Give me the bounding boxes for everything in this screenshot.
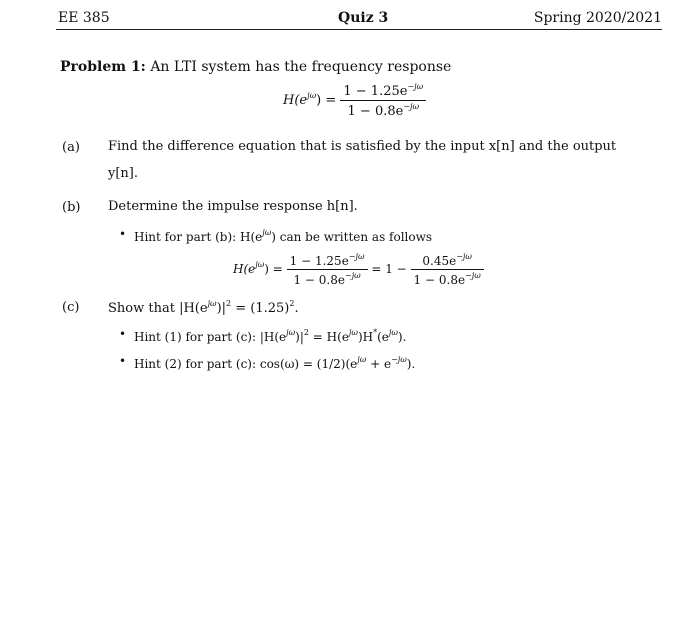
- hint-b-bullet: •: [119, 227, 127, 241]
- quiz-title: Quiz 3: [338, 10, 389, 26]
- hint1-bullet: •: [119, 327, 127, 341]
- problem-text: An LTI system has the frequency response: [150, 59, 452, 75]
- hint-b-text: Hint for part (b): $H(e^{j\omega})$ can be written as follows: [134, 228, 433, 244]
- part-b-label: (b): [62, 200, 81, 215]
- term-label: Spring 2020/2021: [533, 10, 662, 26]
- part-a-text-line1: Find the difference equation that is satisfied by the input x[n] and the output: [108, 139, 617, 154]
- part-c-text: Show that $|H(e^{j\omega})|^2 = (1.25)^2$.: [108, 299, 299, 316]
- hint2-text: Hint (2) for part (c): $\cos(\omega) = (1/2)(e^{j\omega} + e^{-j\omega})$.: [134, 355, 416, 371]
- part-a-label: (a): [62, 140, 80, 155]
- hint1-text: Hint (1) for part (c): $|H(e^{j\omega})|^2 = H(e^{j\omega})H^*(e^{j\omega})$.: [134, 328, 407, 344]
- page-header: [58, 8, 662, 30]
- part-b-text: Determine the impulse response h[n].: [108, 199, 358, 214]
- header-rule: [56, 29, 662, 30]
- hint-b-equation: $H(e^{j\omega})$ = $\frac{1 - 1.25e^{-j\omega}}{1 - 0.8e^{-j\omega}}$ = 1 − $\frac{0.45e^{-j\omega}}{1 - 0.8e^{-j\omega}}$: [233, 252, 484, 287]
- part-a-text-line2: y[n].: [108, 166, 138, 181]
- part-c-label: (c): [62, 300, 80, 315]
- frequency-response-equation: $H(e^{j\omega})$ = $\frac{1 - 1.25e^{-j\omega}}{1 - 0.8e^{-j\omega}}$: [283, 82, 426, 119]
- problem-label: Problem 1:: [60, 59, 146, 75]
- main-fraction: $\frac{1 - 1.25e^{-j\omega}}{1 - 0.8e^{-j\omega}}$: [340, 82, 426, 119]
- course-code: EE 385: [58, 10, 110, 26]
- problem-statement: [60, 59, 451, 75]
- hint2-bullet: •: [119, 354, 127, 368]
